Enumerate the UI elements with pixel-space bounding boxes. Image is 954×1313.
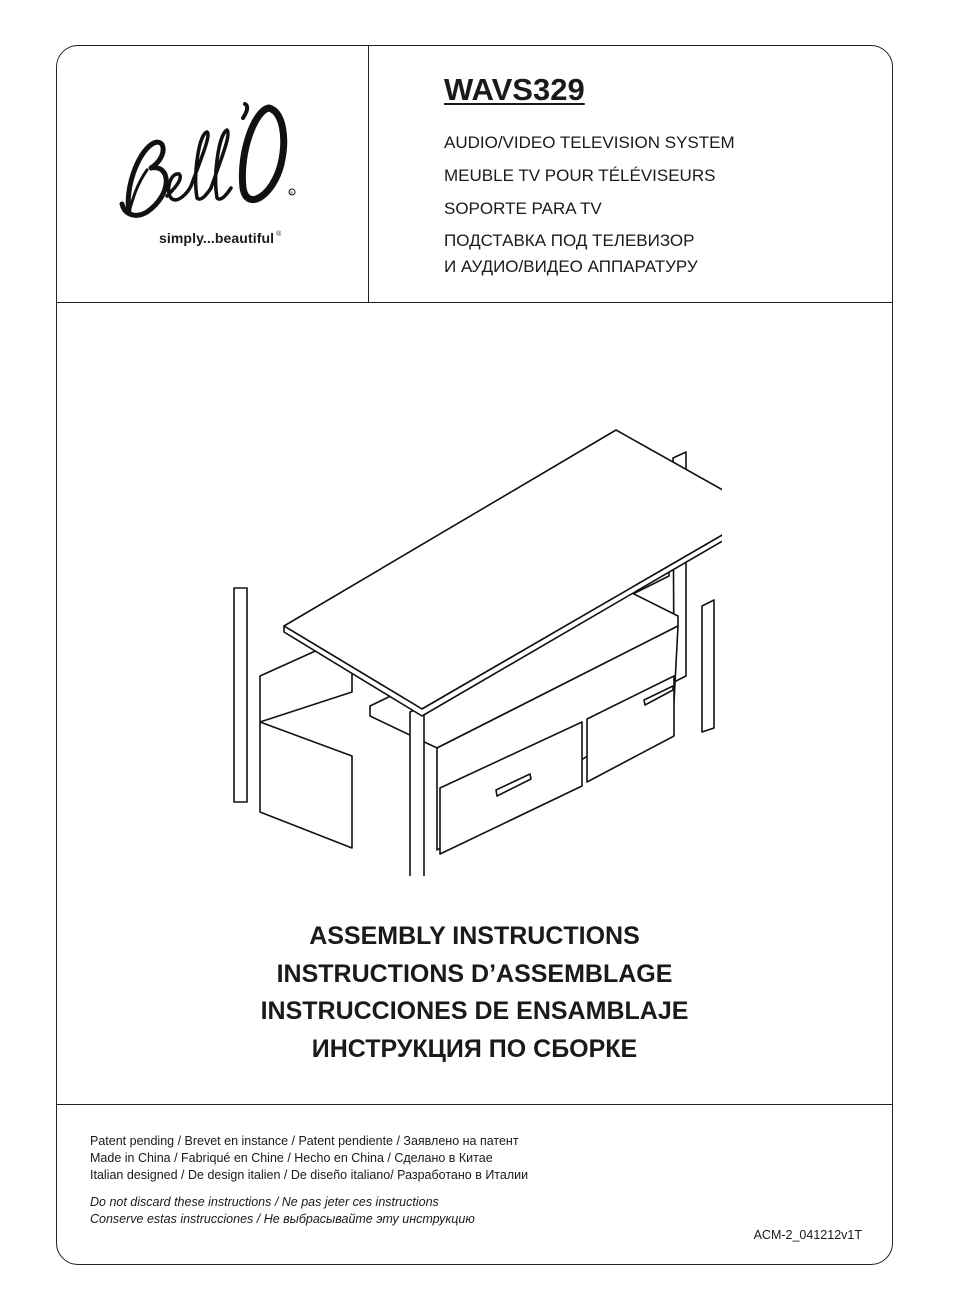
footer-line: Italian designed / De design italien / De diseño italiano/ Разработано в Италии	[90, 1168, 529, 1182]
footer-divider	[57, 1104, 892, 1105]
header-divider	[57, 302, 892, 303]
heading-fr: INSTRUCTIONS D’ASSEMBLAGE	[276, 959, 673, 988]
heading-en: ASSEMBLY INSTRUCTIONS	[309, 922, 640, 950]
model-number: WAVS329	[444, 72, 585, 107]
heading-ru: ИНСТРУКЦИЯ ПО СБОРКЕ	[311, 1034, 638, 1063]
header-column-divider	[368, 46, 369, 302]
footer-line: Made in China / Fabriqué en Chine / Hecho en China / Сделано в Китае	[90, 1151, 493, 1165]
page-frame	[56, 45, 893, 1265]
document-code: ACM-2_041212v1T	[753, 1228, 862, 1242]
subtitle-es: SOPORTE PARA TV	[444, 199, 602, 218]
footer-italic-notes	[90, 1194, 528, 1228]
tv-stand-illustration	[222, 376, 722, 876]
product-subtitles	[444, 126, 735, 280]
subtitle-fr: MEUBLE TV POUR TÉLÉVISEURS	[444, 166, 716, 185]
heading-es: INSTRUCCIONES DE ENSAMBLAJE	[260, 997, 689, 1025]
logo-registered-mark: ®	[290, 190, 293, 195]
footer-notes	[90, 1133, 528, 1228]
assembly-instructions-title	[57, 918, 892, 1068]
brand-tagline: simply...beautiful ®	[159, 230, 282, 246]
footer-italic-line: Do not discard these instructions / Ne pas jeter ces instructions	[90, 1195, 439, 1209]
subtitle-en: AUDIO/VIDEO TELEVISION SYSTEM	[444, 133, 735, 152]
subtitle-ru: ПОДСТАВКА ПОД ТЕЛЕВИЗОР И АУДИО/ВИДЕО АППАРАТУРУ	[444, 231, 698, 276]
footer-line: Patent pending / Brevet en instance / Patent pendiente / Заявлено на патент	[90, 1134, 519, 1148]
footer-italic-line: Conserve estas instrucciones / Не выбрасывайте эту инструкцию	[90, 1212, 475, 1226]
